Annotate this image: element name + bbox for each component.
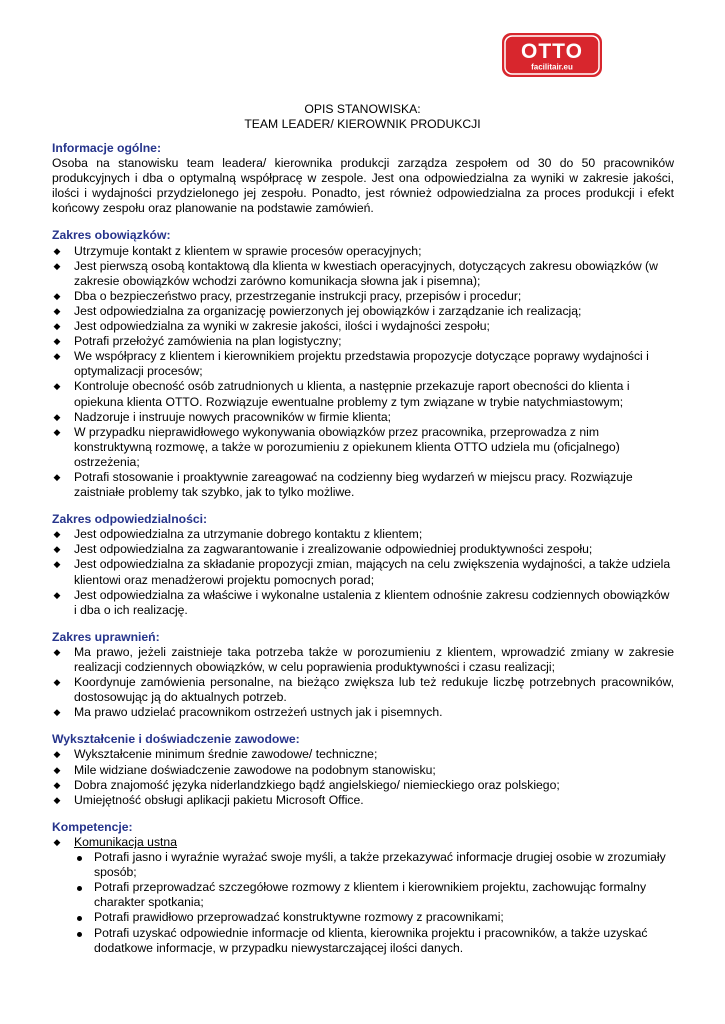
diamond-bullet-icon: ◆ xyxy=(53,426,61,437)
list-item: ◆ Potrafi przełożyć zamówienia na plan logistyczny; xyxy=(53,334,342,349)
diamond-bullet-icon: ◆ xyxy=(53,471,61,482)
list-item: ◆ Ma prawo udzielać pracownikom ostrzeżeń ustnych jak i pisemnych. xyxy=(53,705,443,720)
document-title-line-2: TEAM LEADER/ KIEROWNIK PRODUKCJI xyxy=(244,117,481,131)
oral-communication-list xyxy=(52,850,674,956)
list-item: ◆ Wykształcenie minimum średnie zawodowe/ techniczne; xyxy=(53,747,378,762)
diamond-bullet-icon: ◆ xyxy=(53,589,61,600)
diamond-bullet-icon: ◆ xyxy=(53,544,61,555)
round-bullet-icon xyxy=(77,932,82,937)
list-item: ◆ Jest odpowiedzialna za organizację powierzonych jej obowiązków i zarządzanie ich realizacją; xyxy=(53,303,582,318)
document-title-line-1: OPIS STANOWISKA: xyxy=(304,102,421,116)
list-item: ◆ Mile widziane doświadczenie zawodowe na podobnym stanowisku; xyxy=(53,762,436,777)
diamond-bullet-icon: ◆ xyxy=(53,677,61,688)
list-item: ◆ Potrafi stosowanie i proaktywnie zareagować na codzienny bieg wydarzeń w miejscu pracy. Rozwiązuje zaistniałe problemy tak szybko, jak to tylko możliwe. xyxy=(53,469,633,500)
logo-main-text: OTTO xyxy=(521,40,583,63)
list-item: ◆ Jest odpowiedzialna za właściwe i wykonalne ustalenia z klientem odnośnie zakresu codziennych obowiązków i dba o ich realizację. xyxy=(53,587,670,617)
document-body xyxy=(52,141,674,956)
competencies-heading: Kompetencje: xyxy=(52,819,133,834)
list-item: ◆ Jest odpowiedzialna za wyniki w zakresie jakości, ilości i wydajności zespołu; xyxy=(53,319,490,334)
list-item: ◆ Jest pierwszą osobą kontaktową dla klienta w kwestiach operacyjnych, dotyczących zakresu obowiązków (w zakresie obowiązków wchodzi zarówno komunikacja słowna jak i pisemna); xyxy=(53,258,658,288)
diamond-bullet-icon: ◆ xyxy=(53,559,61,570)
diamond-bullet-icon: ◆ xyxy=(53,290,61,301)
diamond-bullet-icon: ◆ xyxy=(53,411,61,422)
diamond-bullet-icon: ◆ xyxy=(53,794,61,805)
diamond-bullet-icon: ◆ xyxy=(53,529,61,540)
diamond-bullet-icon: ◆ xyxy=(53,245,61,256)
list-item: Potrafi przeprowadzać szczegółowe rozmowy z klientem i kierownikiem projektu, zachowując formalny charakter spotkania; xyxy=(74,880,674,910)
list-item: Potrafi jasno i wyraźnie wyrażać swoje myśli, a także przekazywać informacje drugiej osobie w zrozumiały sposób; xyxy=(74,850,674,880)
diamond-bullet-icon: ◆ xyxy=(53,336,61,347)
list-item: Potrafi uzyskać odpowiednie informacje od klienta, kierownika projektu i pracowników, a także uzyskać dodatkowe informacje, w przypadku niewystarczającej ilości danych. xyxy=(74,926,674,956)
list-item: ◆ Utrzymuje kontakt z klientem w sprawie procesów operacyjnych; xyxy=(53,243,422,258)
diamond-bullet-icon: ◆ xyxy=(53,749,61,760)
otto-logo xyxy=(502,33,602,77)
list-item: ◆ Umiejętność obsługi aplikacji pakietu Microsoft Office. xyxy=(53,792,364,807)
competencies-list xyxy=(52,835,674,850)
list-item: ◆ Nadzoruje i instruuje nowych pracowników w firmie klienta; xyxy=(53,409,392,424)
list-item: ◆ Jest odpowiedzialna za utrzymanie dobrego kontaktu z klientem; xyxy=(53,527,423,542)
list-item: ◆ Dobra znajomość języka niderlandzkiego bądź angielskiego/ niemieckiego oraz polskiego; xyxy=(53,777,560,792)
round-bullet-icon xyxy=(77,916,82,921)
general-text: Osoba na stanowisku team leadera/ kierownika produkcji zarządza zespołem od 30 do 50 pracowników produkcyjnych i dba o optymalną współpracę w zespole. Jest ona odpowiedzialna za wyniki w zakresie jakości, ilości i wydajności przydzielonego jej zespołu. Ponadto, jest również odpowiedzialna za proces produkcji i efekt końcowy zespołu oraz planowanie na podstawie zamówień. xyxy=(52,156,674,216)
round-bullet-icon xyxy=(77,886,82,891)
authority-list xyxy=(52,645,674,720)
diamond-bullet-icon: ◆ xyxy=(53,836,61,847)
list-item xyxy=(52,835,674,850)
competency-group-label: Komunikacja ustna xyxy=(74,834,177,849)
list-item: ◆ Jest odpowiedzialna za składanie propozycji zmian, mających na celu zwiększenia wydajności, a także udziela klientowi oraz menadżerowi projektu pomocnych porad; xyxy=(53,557,671,587)
responsibility-heading: Zakres odpowiedzialności: xyxy=(52,512,208,527)
diamond-bullet-icon: ◆ xyxy=(53,351,61,362)
logo-sub-text: facilitair.eu xyxy=(531,62,573,72)
list-item: ◆ Dba o bezpieczeństwo pracy, przestrzeganie instrukcji pracy, przepisów i procedur; xyxy=(53,288,522,303)
list-item: ◆ Koordynuje zamówienia personalne, na bieżąco zwiększa lub też redukuje liczbę potrzebnych pracowników, dostosowując ją do aktualnych potrzeb. xyxy=(53,675,674,705)
list-item: ◆ Jest odpowiedzialna za zagwarantowanie i zrealizowanie odpowiedniej produktywności zespołu; xyxy=(53,542,593,557)
responsibility-list xyxy=(52,527,674,618)
education-heading: Wykształcenie i doświadczenie zawodowe: xyxy=(52,732,300,747)
list-item: ◆ We współpracy z klientem i kierownikiem projektu przedstawia propozycje dotyczące poprawy wydajności i optymalizacji procesów; xyxy=(53,349,649,379)
diamond-bullet-icon: ◆ xyxy=(53,707,61,718)
list-item: Potrafi prawidłowo przeprowadzać konstruktywne rozmowy z pracownikami; xyxy=(74,910,674,925)
diamond-bullet-icon: ◆ xyxy=(53,764,61,775)
diamond-bullet-icon: ◆ xyxy=(53,381,61,392)
list-item: ◆ W przypadku nieprawidłowego wykonywania obowiązków przez pracownika, przeprowadza z nim konstruktywną rozmowę, a także w porozumieniu z opiekunem klienta OTTO udziela mu (oficjalnego) ostrzeżenia; xyxy=(53,424,620,469)
authority-heading: Zakres uprawnień: xyxy=(52,629,160,644)
list-item: ◆ Kontroluje obecność osób zatrudnionych u klienta, a następnie przekazuje raport obecności do klienta i opiekuna klienta OTTO. Rozwiązuje ewentualne problemy z tym związane w trybie natychmiastowym; xyxy=(53,379,630,409)
round-bullet-icon xyxy=(77,856,82,861)
diamond-bullet-icon: ◆ xyxy=(53,646,61,657)
duties-heading: Zakres obowiązków: xyxy=(52,228,171,243)
list-item: ◆ Ma prawo, jeżeli zaistnieje taka potrzeba także w porozumieniu z klientem, wprowadzić zmiany w zakresie realizacji codziennych obowiązków, w celu poprawienia produktywności i czasu realizacji; xyxy=(53,644,674,674)
diamond-bullet-icon: ◆ xyxy=(53,260,61,271)
education-list xyxy=(52,747,674,807)
diamond-bullet-icon: ◆ xyxy=(53,305,61,316)
general-heading: Informacje ogólne: xyxy=(52,141,162,155)
diamond-bullet-icon: ◆ xyxy=(53,321,61,332)
duties-list xyxy=(52,244,674,501)
diamond-bullet-icon: ◆ xyxy=(53,779,61,790)
